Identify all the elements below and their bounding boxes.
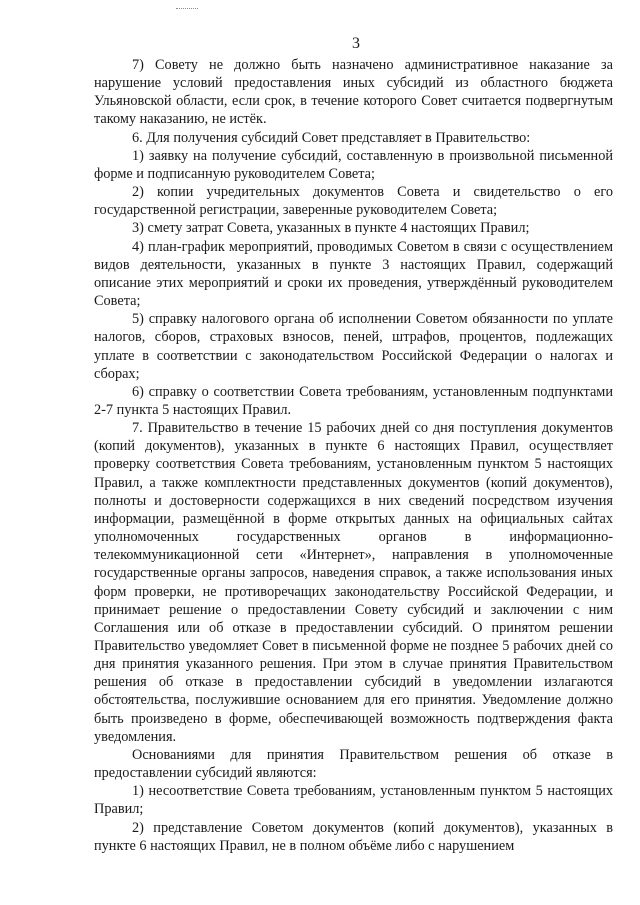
paragraph-item-7: 7. Правительство в течение 15 рабочих дней со дня поступления документов (копий документов), указанных в пункте 6 настоящих Правил, осуществляет проверку соответствия Совета требованиям, установленным пунктом 5 настоящих Правил, а также комплектности представленных документов (копий документов), полноты и достоверности содержащихся в них сведений посредством изучения информации, размещённой в форме открытых данных на официальных сайтах уполномоченных государственных органов в информационно-телекоммуникационной сети «Интернет», направления в уполномоченные государственные органы запросов, наведения справок, а также использования иных форм проверки, не противоречащих законодательству Российской Федерации, и принимает решение о предоставлении Совету субсидий и заключении с ним Соглашения или об отказе в предоставлении субсидий. О принятом решении Правительство уведомляет Совет в письменной форме не позднее 5 рабочих дней со дня принятия указанного решения. При этом в случае принятия Правительством решения об отказе в предоставлении субсидий в уведомлении излагаются обстоятельства, послужившие основанием для его принятия. Уведомление должно быть произведено в форме, обеспечивающей возможность подтверждения факта уведомления. — [94, 420, 613, 745]
paragraph-ground-1: 1) несоответствие Совета требованиям, установленным пунктом 5 настоящих Правил; — [94, 783, 613, 818]
paragraph-refusal-grounds: Основаниями для принятия Правительством решения об отказе в предоставлении субсидий являются: — [94, 746, 613, 782]
paragraph-item-6: 6. Для получения субсидий Совет представляет в Правительство: — [132, 129, 531, 146]
scan-artifact — [176, 8, 198, 10]
paragraph-subitem-6: 6) справку о соответствии Совета требованиям, установленным подпунктами 2-7 пункта 5 настоящих Правил. — [94, 383, 613, 418]
paragraph-subitem-3: 3) смету затрат Совета, указанных в пункте 4 настоящих Правил; — [132, 220, 530, 237]
paragraph-ground-2: 2) представление Советом документов (копий документов), указанных в пункте 6 настоящих Правил, не в полном объёме либо с нарушением — [94, 819, 613, 854]
paragraph-subitem-2: 2) копии учредительных документов Совета и свидетельство о его государственной регистрации, заверенные руководителем Совета; — [94, 184, 613, 219]
paragraph-subitem-7: 7) Совету не должно быть назначено административное наказание за нарушение условий предоставления иных субсидий из областного бюджета Ульяновской области, если срок, в течение которого Совет считается подвергнутым такому наказанию, не истёк. — [94, 57, 613, 128]
paragraph-subitem-1: 1) заявку на получение субсидий, составленную в произвольной письменной форме и подписанную руководителем Совета; — [94, 147, 613, 182]
paragraph-subitem-5: 5) справку налогового органа об исполнении Советом обязанности по уплате налогов, сборов, страховых взносов, пеней, штрафов, процентов, подлежащих уплате в соответствии с законодательством Российской Федерации о налогах и сборах; — [94, 311, 613, 382]
paragraph-subitem-4: 4) план-график мероприятий, проводимых Советом в связи с осуществлением видов деятельности, указанных в пункте 3 настоящих Правил, содержащий описание этих мероприятий и сроки их проведения, утверждённый руководителем Совета; — [94, 238, 613, 310]
page-number: 3 — [352, 35, 360, 52]
document-body — [94, 56, 613, 855]
